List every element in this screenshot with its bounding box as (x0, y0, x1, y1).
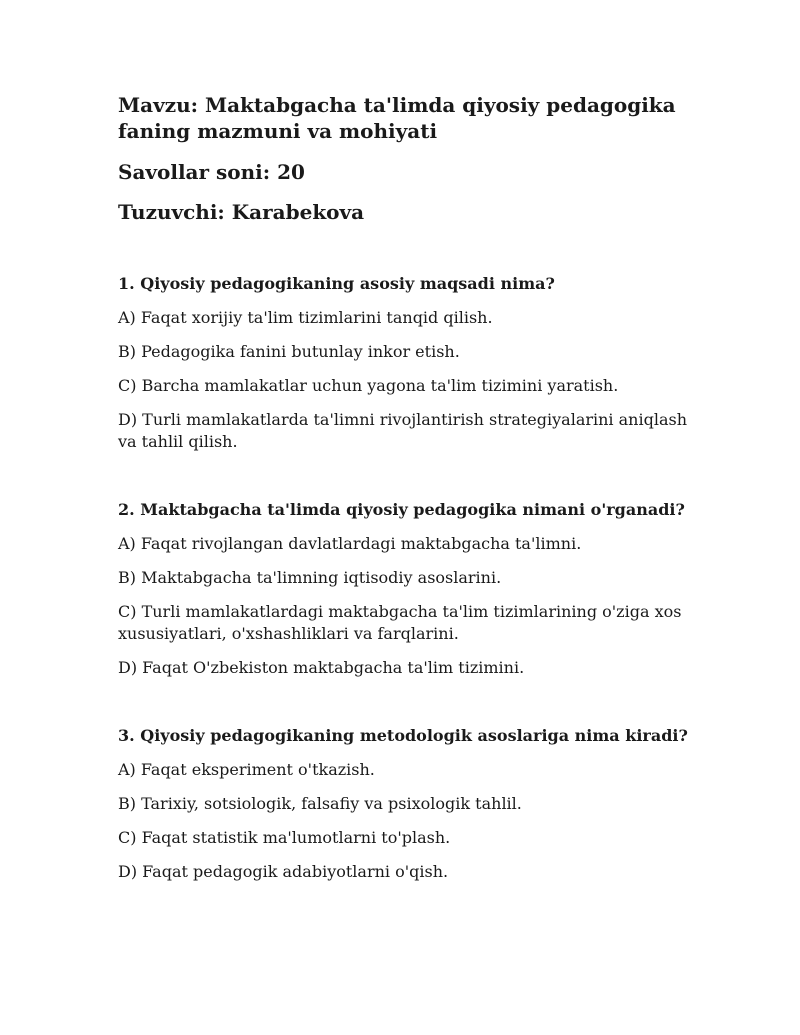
option-c: C) Barcha mamlakatlar uchun yagona ta'lim tizimini yaratish. (118, 376, 619, 395)
option-d: D) Turli mamlakatlarda ta'limni rivojlantirish strategiyalarini aniqlash va tahlil qilish. (118, 410, 687, 451)
option-b: B) Maktabgacha ta'limning iqtisodiy asoslarini. (118, 568, 502, 587)
document-title: Mavzu: Maktabgacha ta'limda qiyosiy pedagogika faning mazmuni va mohiyati (118, 93, 676, 143)
document-page (118, 92, 688, 883)
question-text: 1. Qiyosiy pedagogikaning asosiy maqsadi nima? (118, 274, 555, 293)
option-b: B) Pedagogika fanini butunlay inkor etish. (118, 342, 460, 361)
question-1 (118, 273, 688, 453)
question-3 (118, 725, 688, 883)
option-b: B) Tarixiy, sotsiologik, falsafiy va psixologik tahlil. (118, 794, 522, 813)
document-author: Tuzuvchi: Karabekova (118, 200, 365, 224)
option-a: A) Faqat xorijiy ta'lim tizimlarini tanqid qilish. (118, 308, 493, 327)
option-c: C) Faqat statistik ma'lumotlarni to'plash. (118, 828, 451, 847)
option-d: D) Faqat O'zbekiston maktabgacha ta'lim tizimini. (118, 658, 525, 677)
option-a: A) Faqat rivojlangan davlatlardagi maktabgacha ta'limni. (118, 534, 582, 553)
question-text: 3. Qiyosiy pedagogikaning metodologik asoslariga nima kiradi? (118, 726, 688, 745)
question-text: 2. Maktabgacha ta'limda qiyosiy pedagogika nimani o'rganadi? (118, 500, 685, 519)
option-a: A) Faqat eksperiment o'tkazish. (118, 760, 375, 779)
question-count: Savollar soni: 20 (118, 160, 305, 184)
question-2 (118, 499, 688, 679)
option-d: D) Faqat pedagogik adabiyotlarni o'qish. (118, 862, 449, 881)
option-c: C) Turli mamlakatlardagi maktabgacha ta'lim tizimlarining o'ziga xos xususiyatlari, o'xshashliklari va farqlarini. (118, 602, 682, 643)
